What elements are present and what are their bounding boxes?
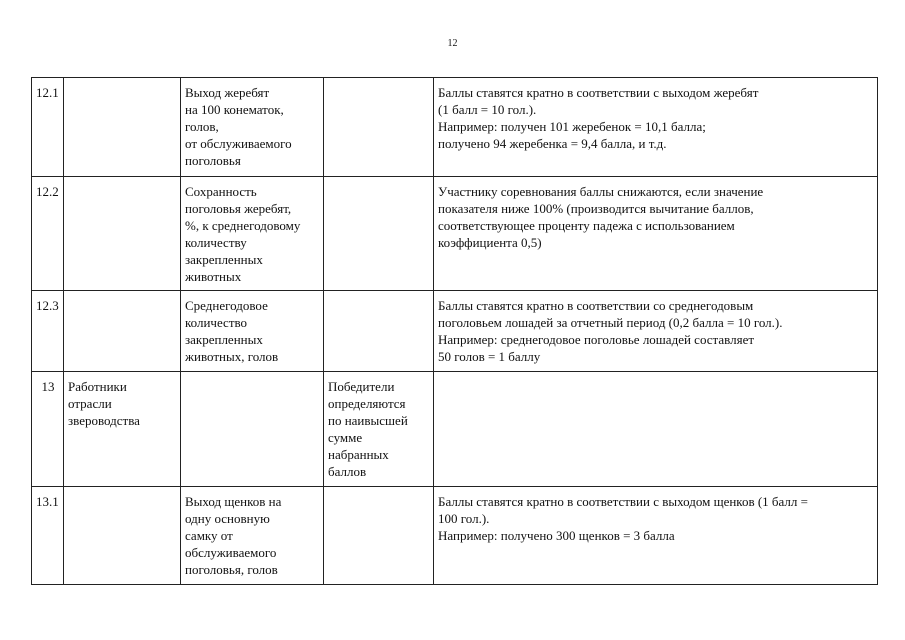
criteria-table <box>31 77 878 585</box>
winner-criteria-cell: Победители определяются по наивысшей сумме набранных баллов <box>324 372 434 487</box>
indicator-cell <box>181 372 324 487</box>
winner-criteria-cell <box>324 177 434 291</box>
category-cell <box>64 487 181 585</box>
page-number: 12 <box>447 38 458 49</box>
indicator-cell: Выход щенков на одну основную самку от обслуживаемого поголовья, голов <box>181 487 324 585</box>
category-cell <box>64 78 181 177</box>
table-row <box>32 78 878 177</box>
table-row <box>32 372 878 487</box>
row-number: 12.1 <box>32 78 64 177</box>
indicator-cell: Сохранность поголовья жеребят, %, к среднегодовому количеству закрепленных животных <box>181 177 324 291</box>
table-row <box>32 291 878 372</box>
row-number: 12.3 <box>32 291 64 372</box>
scoring-cell: Баллы ставятся кратно в соответствии с выходом щенков (1 балл = 100 гол.). Например: получено 300 щенков = 3 балла <box>434 487 878 585</box>
row-number: 13 <box>32 372 64 487</box>
scoring-cell: Баллы ставятся кратно в соответствии с выходом жеребят (1 балл = 10 гол.). Например: получен 101 жеребенок = 10,1 балла; получено 94 жеребенка = 9,4 балла, и т.д. <box>434 78 878 177</box>
table-row <box>32 177 878 291</box>
winner-criteria-cell <box>324 78 434 177</box>
winner-criteria-cell <box>324 487 434 585</box>
indicator-cell: Выход жеребят на 100 конематок, голов, от обслуживаемого поголовья <box>181 78 324 177</box>
row-number: 13.1 <box>32 487 64 585</box>
scoring-cell: Участнику соревнования баллы снижаются, если значение показателя ниже 100% (производится вычитание баллов, соответствующее проценту падежа с использованием коэффициента 0,5) <box>434 177 878 291</box>
winner-criteria-cell <box>324 291 434 372</box>
scoring-cell <box>434 372 878 487</box>
scoring-cell: Баллы ставятся кратно в соответствии со среднегодовым поголовьем лошадей за отчетный период (0,2 балла = 10 гол.). Например: среднегодовое поголовье лошадей составляет 50 голов = 1 баллу <box>434 291 878 372</box>
category-cell <box>64 291 181 372</box>
row-number: 12.2 <box>32 177 64 291</box>
category-cell <box>64 177 181 291</box>
indicator-cell: Среднегодовое количество закрепленных животных, голов <box>181 291 324 372</box>
table-row <box>32 487 878 585</box>
category-cell: Работники отрасли звероводства <box>64 372 181 487</box>
